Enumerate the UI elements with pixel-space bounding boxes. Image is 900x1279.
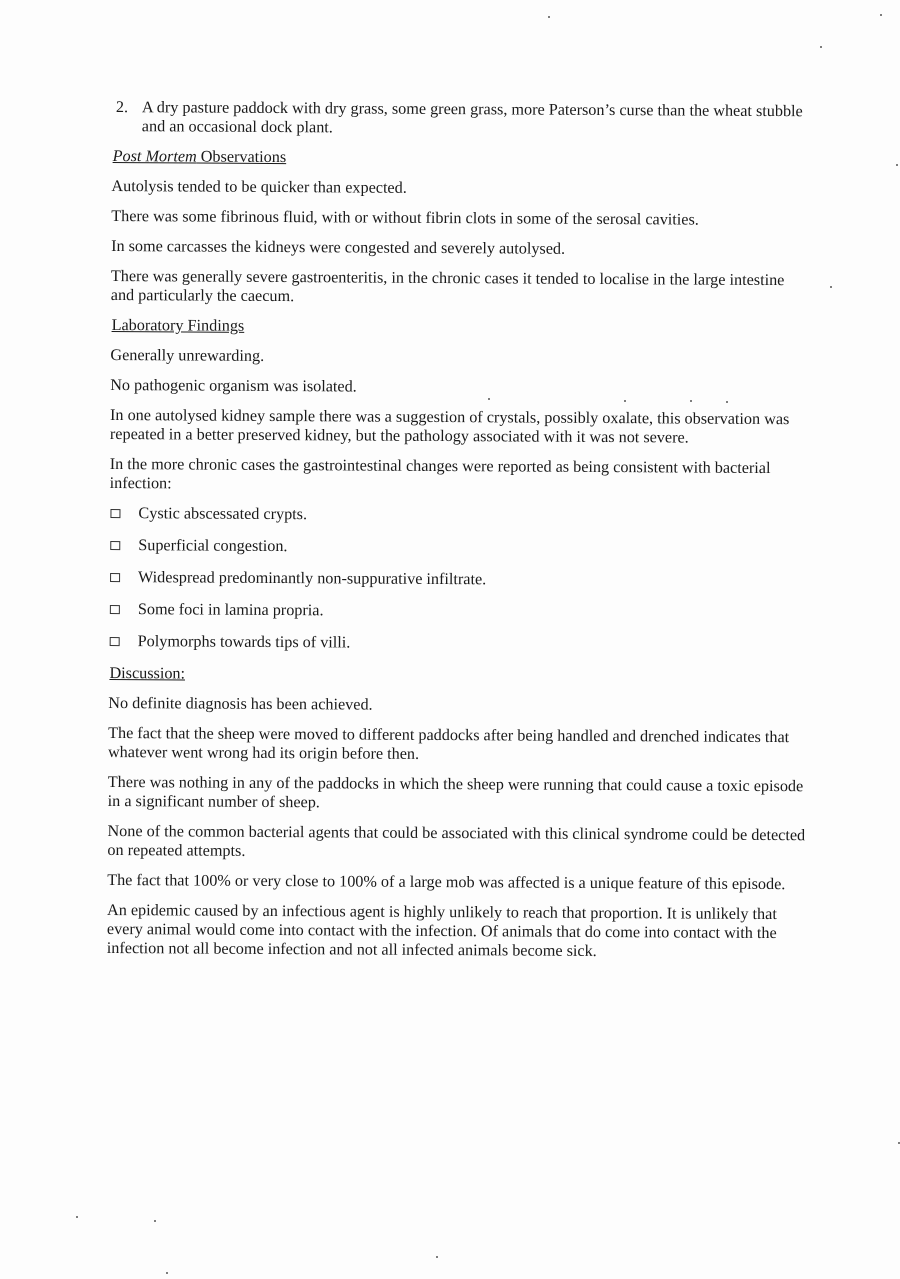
list-item-text: Polymorphs towards tips of villi.: [137, 632, 351, 652]
list-item: [107, 632, 807, 655]
discussion-paragraph: The fact that 100% or very close to 100% of a large mob was affected is a unique feature of this episode.: [107, 870, 786, 894]
discussion-heading: Discussion:: [109, 664, 186, 683]
list-item-text: Superficial congestion.: [138, 536, 288, 556]
list-item-text: Widespread predominantly non-suppurative infiltrate.: [138, 568, 487, 589]
checkbox-bullet-icon: [110, 605, 120, 614]
scan-speck: [548, 16, 550, 18]
list-item-text: Cystic abscessated crypts.: [138, 504, 308, 524]
scan-speck: [880, 14, 882, 16]
laboratory-paragraph: In the more chronic cases the gastrointestinal changes were reported as being consistent with bacterial infection:: [109, 455, 771, 493]
checkbox-bullet-icon: [110, 573, 120, 582]
discussion-paragraph: The fact that the sheep were moved to different paddocks after being handled and drenched indicates that whatever went wrong had its origin before then.: [107, 724, 790, 763]
post-mortem-paragraph: There was generally severe gastroenteritis, in the chronic cases it tended to localise in the large intestine and particularly the caecum.: [110, 267, 785, 306]
scan-speck: [820, 46, 822, 48]
document-body: [105, 98, 810, 973]
post-mortem-heading-rest: Observations: [196, 147, 287, 167]
discussion-paragraph: None of the common bacterial agents that could be associated with this clinical syndrome could be detected on repeated attempts.: [107, 821, 806, 860]
post-mortem-heading-italic: Post Mortem: [112, 147, 197, 166]
item-number: 2.: [115, 98, 129, 117]
list-item: [107, 600, 807, 623]
item-text: A dry pasture paddock with dry grass, some green grass, more Paterson’s curse than the wheat stubble and an occasional dock plant.: [141, 98, 803, 137]
discussion-paragraph: An epidemic caused by an infectious agent is highly unlikely to reach that proportion. It is unlikely that every animal would come into contact with the infection. Of animals that do come into contact with the infection not all become infection and not all infected animals become sick.: [106, 900, 777, 960]
scan-speck: [154, 1220, 156, 1222]
scan-speck: [166, 1272, 168, 1274]
list-item-text: Some foci in lamina propria.: [137, 600, 324, 620]
scan-speck: [76, 1216, 78, 1218]
checkbox-bullet-icon: [110, 637, 120, 646]
list-item: [107, 536, 807, 559]
laboratory-paragraph: Generally unrewarding.: [110, 346, 265, 365]
post-mortem-heading: [113, 147, 810, 170]
laboratory-heading: Laboratory Findings: [111, 316, 245, 335]
checkbox-bullet-icon: [110, 509, 120, 518]
scan-speck: [896, 164, 898, 166]
laboratory-paragraph: In one autolysed kidney sample there was a suggestion of crystals, possibly oxalate, this observation was repeated in a better preserved kidney, but the pathology associated with it was not severe.: [109, 406, 790, 447]
laboratory-paragraph: No pathogenic organism was isolated.: [110, 376, 357, 396]
list-item: [107, 568, 807, 591]
scan-speck: [436, 1256, 438, 1258]
post-mortem-paragraph: In some carcasses the kidneys were congested and severely autolysed.: [111, 237, 566, 258]
post-mortem-paragraph: There was some fibrinous fluid, with or without fibrin clots in some of the serosal cavities.: [111, 207, 699, 229]
list-item: [107, 504, 807, 527]
discussion-paragraph: There was nothing in any of the paddocks in which the sheep were running that could cause a toxic episode in a significant number of sheep.: [107, 772, 804, 812]
numbered-item: [116, 98, 810, 140]
checkbox-bullet-icon: [110, 541, 120, 550]
post-mortem-paragraph: Autolysis tended to be quicker than expected.: [111, 177, 407, 197]
discussion-paragraph: No definite diagnosis has been achieved.: [108, 694, 373, 714]
scan-speck: [830, 286, 832, 288]
findings-list: [107, 504, 808, 655]
